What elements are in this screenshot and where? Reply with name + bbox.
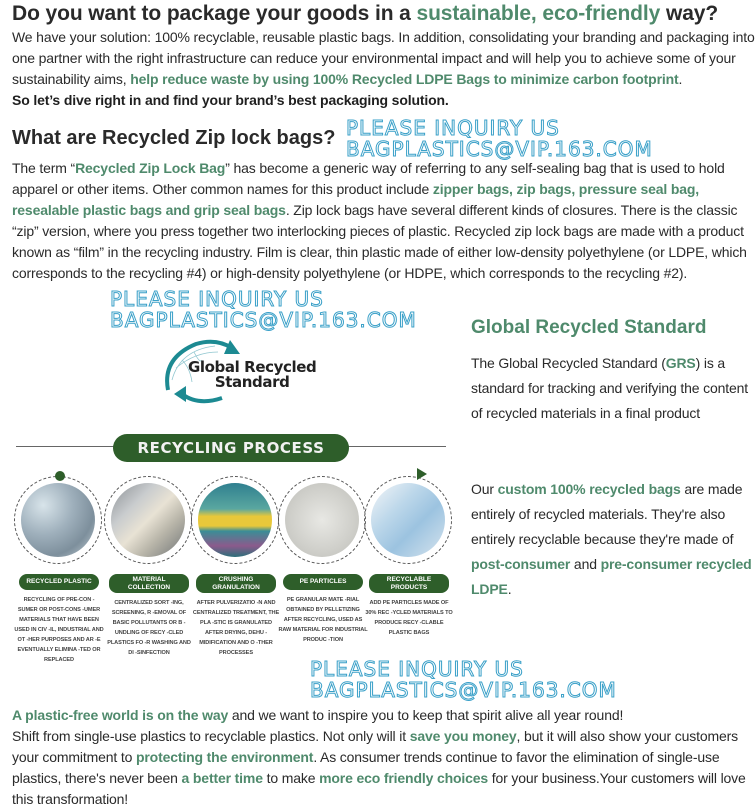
- grs-paragraph: [471, 351, 751, 426]
- process-step: [104, 476, 194, 658]
- process-step: [14, 476, 104, 665]
- zip-text-3: . Zip lock bags have several different kinds of closures. There is the classic “zip” version, where you press together two interlocking pieces of plastic. Recycled zip lock bags are made with a product known as “film” in the recycling industry. Film is clear, thin plastic made of either low-density polyethylene (or LDPE, which corresponds to the recycling #4) or high-density polyethylene (or HDPE, which corresponds to the recycling #2).: [12, 202, 747, 281]
- step-description: ADD PE PARTICLES MADE OF 30% REC -YCLED MATERIALS TO PRODUCE RECY -CLABLE PLASTIC BAGS: [365, 600, 453, 636]
- watermark-line1: PLEASE INQUIRY US: [346, 116, 560, 140]
- zip-text-2: ” has become a generic way of referring to any self-sealing bag that is used to hold apparel or other items. Other common names for this product include: [12, 160, 725, 197]
- closing-text-5: to make: [262, 770, 320, 786]
- watermark: [110, 289, 417, 331]
- closing-highlight-1: A plastic-free world is on the way: [12, 707, 229, 723]
- intro-bold-line: So let’s dive right in and find your brand’s best packaging solution.: [12, 92, 449, 108]
- title-highlight: sustainable, eco-friendly: [416, 2, 661, 25]
- grs-logo: [160, 338, 320, 408]
- step-label: CRUSHING GRANULATION: [196, 574, 276, 593]
- intro-text-end: .: [678, 71, 683, 87]
- step-description: RECYCLING OF PRE-CON -SUMER OR POST-CONS -UMER MATERIALS THAT HAVE BEEN USED IN CIV -IL, INDUSTRIAL AND OT -HER PURPOSES AND AR -E EVENTUALLY ELIMINA -TED OR REPLACED: [14, 597, 104, 663]
- baled-plastic-image: [21, 483, 95, 557]
- closing-text-2: Shift from single-use plastics to recyclable plastics. Not only will it: [12, 728, 410, 744]
- zip-paragraph: [12, 158, 756, 284]
- watermark-line2: BAGPLASTICS@VIP.163.COM: [110, 308, 417, 332]
- title-text-end: way?: [660, 2, 719, 25]
- step-description: AFTER PULVERIZATIO -N AND CENTRALIZED TREATMENT, THE PLA -STIC IS GRANULATED AFTER DRYING, DEHU -MIDIFICATION AND O -THER PROCESSES: [192, 600, 280, 656]
- step-label: RECYCLED PLASTIC: [19, 574, 99, 590]
- grs-text-1: The Global Recycled Standard (: [471, 355, 666, 371]
- process-step: [364, 476, 454, 638]
- step-circle: [278, 476, 366, 564]
- grs-heading: Global Recycled Standard: [471, 317, 707, 338]
- custom-highlight-2: post-consumer: [471, 556, 571, 572]
- custom-highlight-3: pre-consumer recycled LDPE: [471, 556, 752, 597]
- custom-text-d: .: [507, 581, 512, 597]
- custom-highlight-1: custom 100% recycled bags: [497, 481, 681, 497]
- closing-highlight-3: protecting the environment: [135, 749, 314, 765]
- intro-text: We have your solution: 100% recyclable, reusable plastic bags. In addition, consolidating your branding and packaging into one partner with the right infrastructure can reduce your environmental impact and will help you to achieve some of your sustainability aims,: [12, 29, 755, 87]
- grs-logo-text: [188, 360, 316, 390]
- logo-line2: Standard: [214, 373, 290, 391]
- process-step: [191, 476, 281, 658]
- zip-highlight-1: Recycled Zip Lock Bag: [75, 160, 226, 176]
- custom-text-a: Our: [471, 481, 498, 497]
- closing-section: [12, 705, 756, 810]
- end-arrow-icon: [417, 468, 427, 480]
- custom-text-c: and: [570, 556, 601, 572]
- closing-text-4: . As consumer trends continue to favor the elimination of single-use plastics, there's never been: [12, 749, 720, 786]
- divider-left: [16, 446, 114, 447]
- watermark-line1: PLEASE INQUIRY US: [310, 657, 524, 681]
- watermark-line1: PLEASE INQUIRY US: [110, 287, 324, 311]
- grs-highlight: GRS: [665, 355, 696, 371]
- closing-highlight-4: a better time: [181, 770, 263, 786]
- closing-text-6: for your business.Your customers will love this transformation!: [12, 770, 746, 807]
- zip-highlight-2: zipper bags, zip bags, pressure seal bag, resealable plastic bags and grip seal bags: [12, 181, 700, 218]
- logo-line1: Global Recycled: [188, 358, 317, 376]
- watermark: [310, 659, 617, 701]
- intro-highlight: help reduce waste by using 100% Recycled LDPE Bags to minimize carbon footprint: [130, 71, 679, 87]
- recycling-process-banner: RECYCLING PROCESS: [113, 434, 349, 462]
- closing-line-1: [12, 705, 756, 726]
- watermark-line2: BAGPLASTICS@VIP.163.COM: [310, 678, 617, 702]
- closing-text-1: and we want to inspire you to keep that spirit alive all year round!: [228, 707, 624, 723]
- step-description: PE GRANULAR MATE -RIAL OBTAINED BY PELLETIZING AFTER RECYCLING, USED AS RAW MATERIAL FOR INDUSTRIAL PRODUC -TION: [278, 597, 368, 643]
- grs-text-2: ) is a standard for tracking and verifying the content of recycled materials in a final product: [471, 355, 749, 421]
- zip-heading: What are Recycled Zip lock bags?: [12, 127, 336, 149]
- pe-pellets-image: [285, 483, 359, 557]
- step-circle: [364, 476, 452, 564]
- closing-paragraph: [12, 726, 756, 810]
- closing-highlight-2: save you money: [409, 728, 517, 744]
- title-text: Do you want to package your goods in a: [12, 2, 417, 25]
- plastic-flakes-image: [198, 483, 272, 557]
- step-label: MATERIAL COLLECTION: [109, 574, 189, 593]
- intro-paragraph: [12, 27, 756, 90]
- start-dot-icon: [55, 471, 65, 481]
- step-circle: [104, 476, 192, 564]
- watermark-line2: BAGPLASTICS@VIP.163.COM: [346, 137, 653, 161]
- sorting-line-image: [111, 483, 185, 557]
- divider-right: [348, 446, 446, 447]
- custom-text-b: are made entirely of recycled materials. They're also entirely recyclable because they're made of: [471, 481, 743, 547]
- step-label: RECYCLABLE PRODUCTS: [369, 574, 449, 593]
- closing-highlight-5: more eco friendly choices: [319, 770, 489, 786]
- step-circle: [191, 476, 279, 564]
- zip-text-1: The term “: [12, 160, 76, 176]
- process-step: [278, 476, 368, 645]
- step-label: PE PARTICLES: [283, 574, 363, 590]
- watermark: [346, 118, 653, 160]
- custom-bags-paragraph: [471, 477, 756, 602]
- step-circle: [14, 476, 102, 564]
- closing-text-3: , but it will also show your customers your commitment to: [12, 728, 739, 765]
- step-description: CENTRALIZED SORT -ING, SCREENING, R -EMOVAL OF BASIC POLLUTANTS OR B -UNDLING OF RECY -CLED PLASTICS FO -R WASHING AND DI -SINFECTION: [107, 600, 191, 656]
- recycled-bag-image: [371, 483, 445, 557]
- page-title: [12, 2, 718, 26]
